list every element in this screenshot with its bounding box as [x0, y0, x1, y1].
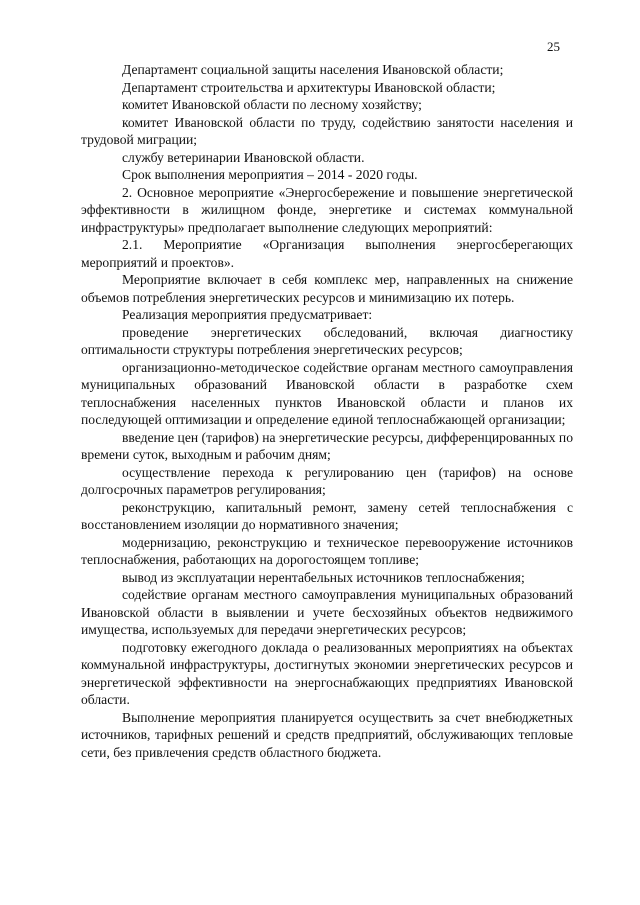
paragraph-11: проведение энергетических обследований, включая диагностику оптимальности структуры потребления энергетических ресурсов; — [81, 324, 573, 357]
document-body — [81, 61, 573, 761]
page-number: 25 — [547, 39, 560, 54]
paragraph-13: введение цен (тарифов) на энергетические ресурсы, дифференцированных по времени суток, выходным и рабочим дням; — [81, 429, 573, 462]
paragraph-20: Выполнение мероприятия планируется осуществить за счет внебюджетных источников, тарифных решений и средств предприятий, обслуживающих тепловые сети, без привлечения средств областного бюджета. — [81, 709, 573, 760]
paragraph-2: Департамент строительства и архитектуры Ивановской области; — [122, 79, 496, 95]
paragraph-5: службу ветеринарии Ивановской области. — [122, 149, 365, 165]
paragraph-16: модернизацию, реконструкцию и техническое перевооружение источников теплоснабжения, работающих на дорогостоящем топливе; — [81, 534, 573, 567]
paragraph-4: комитет Ивановской области по труду, содействию занятости населения и трудовой миграции; — [81, 114, 573, 147]
paragraph-18: содействие органам местного самоуправления муниципальных образований Ивановской области в выявлении и учете бесхозяйных объектов недвижимого имущества, используемых для передачи энергетических ресурсов; — [81, 587, 573, 637]
paragraph-19: подготовку ежегодного доклада о реализованных мероприятиях на объектах коммунальной инфраструктуры, достигнутых экономии энергетических ресурсов и энергетической эффективности на энергоснабжающих предприятиях Ивановской области. — [81, 639, 573, 707]
paragraph-10: Реализация мероприятия предусматривает: — [122, 307, 373, 322]
paragraph-8: 2.1. Мероприятие «Организация выполнения энергосберегающих мероприятий и проектов». — [81, 237, 573, 270]
paragraph-1: Департамент социальной защиты населения Ивановской области; — [122, 62, 504, 77]
paragraph-14: осуществление перехода к регулированию цен (тарифов) на основе долгосрочных параметров регулирования; — [81, 464, 573, 497]
paragraph-17: вывод из эксплуатации нерентабельных источников теплоснабжения; — [122, 569, 525, 585]
paragraph-12: организационно-методическое содействие органам местного самоуправления муниципальных образований Ивановской области в разработке схем теплоснабжения населенных пунктов Ивановской области и планов их последующей оптимизации и определение единой теплоснабжающей организации; — [81, 359, 573, 427]
paragraph-3: комитет Ивановской области по лесному хозяйству; — [122, 97, 422, 112]
paragraph-7: 2. Основное мероприятие «Энергосбережение и повышение энергетической эффективности в жилищном фонде, энергетике и системах коммунальной инфраструктуры» предполагает выполнение следующих мероприятий: — [81, 184, 573, 235]
paragraph-15: реконструкцию, капитальный ремонт, замену сетей теплоснабжения с восстановлением изоляции до нормативного значения; — [81, 499, 573, 532]
paragraph-6: Срок выполнения мероприятия – 2014 - 2020 годы. — [122, 167, 418, 182]
paragraph-9: Мероприятие включает в себя комплекс мер, направленных на снижение объемов потребления энергетических ресурсов и минимизацию их потерь. — [81, 272, 573, 305]
